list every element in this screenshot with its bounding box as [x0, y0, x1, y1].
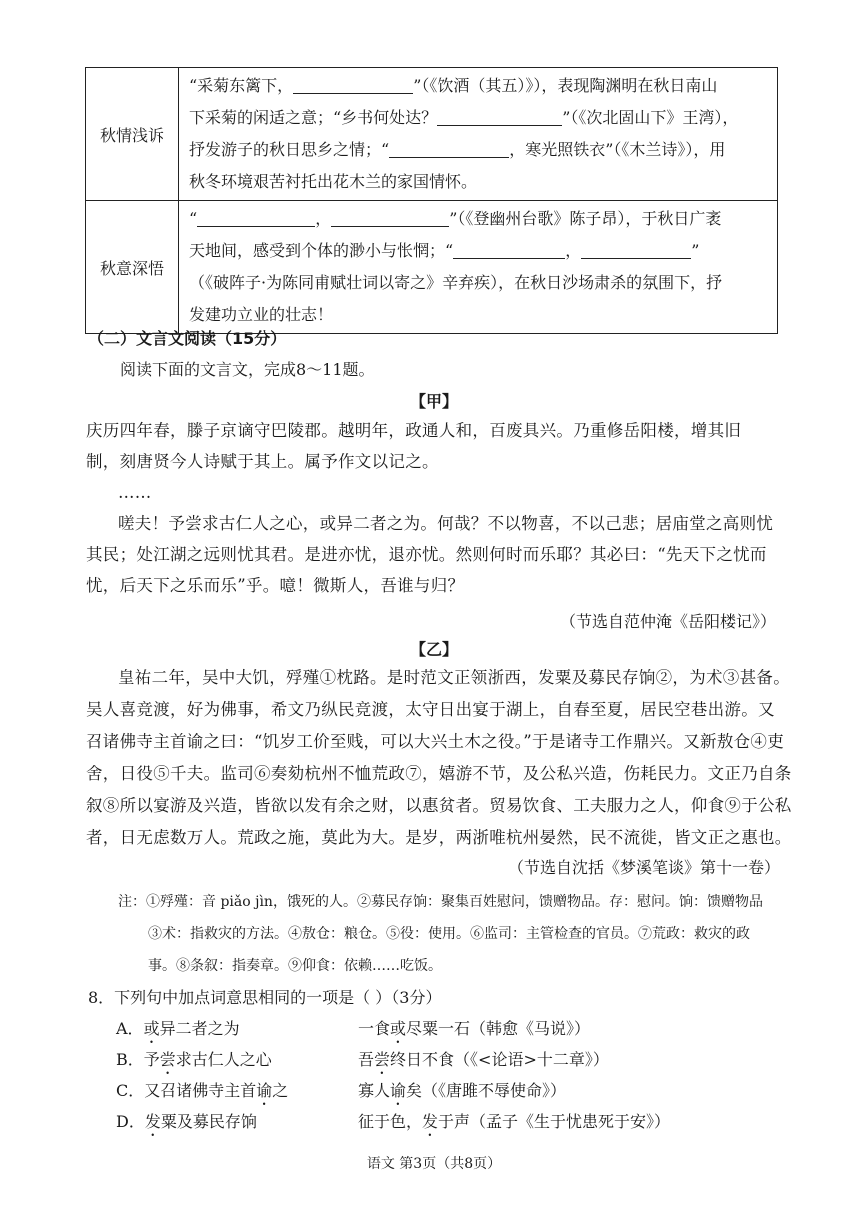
poetry-table — [85, 67, 778, 334]
text: “采菊东篱下， — [189, 76, 294, 95]
table-line — [189, 134, 769, 166]
option-label: B． — [116, 1050, 144, 1069]
row-content — [179, 68, 778, 201]
text: 下采菊的闲适之意；“乡书何处达？ — [189, 108, 438, 127]
passage-yi-line: 叙⑧所以宴游及兴造，皆欲以发有余之财，以惠贫者。贸易饮食、工夫服力之人，仰食⑨于公私 — [86, 796, 792, 815]
option-label: D． — [116, 1112, 145, 1131]
row-label: 秋情浅诉 — [86, 68, 179, 201]
text: 又召诸佛寺主首 — [144, 1081, 257, 1100]
text: 终日不食（《<论语>十二章》） — [390, 1050, 609, 1069]
text: ” — [691, 241, 700, 260]
passage-yi-line: 者，日无虑数万人。荒政之施，莫此为大。是岁，两浙唯杭州晏然，民不流徙，皆文正之惠也。 — [86, 828, 792, 847]
option-label: C． — [116, 1081, 145, 1100]
passage-jia-heading: 【甲】 — [409, 392, 458, 411]
passage-jia-line: …… — [118, 483, 152, 502]
table-line — [189, 166, 769, 198]
text: ， — [315, 209, 332, 228]
passage-yi-line: 舍，日役⑤千夫。监司⑥奏劾杭州不恤荒政⑦，嬉游不节，及公私兴造，伤耗民力。文正乃自条 — [86, 764, 792, 783]
text: 寡人 — [358, 1081, 391, 1100]
question-stem: 8．下列句中加点词意思相同的一项是（ ）（3分） — [88, 988, 442, 1007]
table-row — [86, 68, 778, 201]
dotted-word: 谕 — [256, 1081, 273, 1100]
option-c-compare — [358, 1078, 566, 1109]
passage-jia-line: 制，刻唐贤今人诗赋于其上。属予作文以记之。 — [86, 452, 439, 471]
dotted-word: 发 — [422, 1112, 439, 1131]
table-line — [189, 235, 769, 267]
text: 抒发游子的秋日思乡之情；“ — [189, 140, 390, 159]
text: 尽粟一石（韩愈《马说》） — [406, 1019, 591, 1038]
fill-blank[interactable] — [453, 240, 565, 259]
option-d[interactable] — [116, 1109, 257, 1140]
text: ”（《饮酒（其五）》），表现陶渊明在秋日南山 — [413, 76, 718, 95]
passage-yi-line: 吴人喜竞渡，好为佛事，希文乃纵民竞渡，太守日出宴于湖上，自春至夏，居民空巷出游。又 — [86, 700, 775, 719]
text: 矣（《唐雎不辱使命》） — [406, 1081, 567, 1100]
table-line — [189, 70, 769, 102]
row-label: 秋意深悟 — [86, 201, 179, 334]
passage-yi-line: 召诸佛寺主首谕之曰：“饥岁工价至贱，可以大兴土木之役。”于是诸寺工作鼎兴。又新敖仓④吏 — [86, 732, 785, 751]
option-b-compare — [358, 1047, 609, 1078]
dotted-word: 尝 — [159, 1050, 176, 1069]
text: ， — [565, 241, 582, 260]
section-title: （二）文言文阅读（15分） — [88, 329, 287, 348]
text: ”（《登幽州台歌》陈子昂），于秋日广袤 — [449, 209, 722, 228]
passage-jia-line: 嗟夫！予尝求古仁人之心，或异二者之为。何哉？不以物喜，不以己悲；居庙堂之高则忧 — [118, 514, 774, 533]
text: ”（《次北固山下》王湾）， — [562, 108, 739, 127]
passage-jia-source: （节选自范仲淹《岳阳楼记》） — [559, 612, 776, 631]
text: 于声（孟子《生于忧患死于安》） — [438, 1112, 671, 1131]
passage-jia-line: 忧，后天下之乐而乐”乎。噫！微斯人，吾谁与归？ — [86, 576, 465, 595]
fill-blank[interactable] — [389, 139, 509, 158]
dotted-word: 或 — [390, 1019, 407, 1038]
text: 发建功立业的壮志！ — [189, 305, 334, 324]
option-b[interactable] — [116, 1047, 272, 1078]
fill-blank[interactable] — [437, 107, 562, 126]
text: 予 — [143, 1050, 160, 1069]
dotted-word: 谕 — [390, 1081, 407, 1100]
dotted-word: 尝 — [374, 1050, 391, 1069]
option-a-compare — [358, 1016, 590, 1047]
fill-blank[interactable] — [331, 208, 449, 227]
row-content — [179, 201, 778, 334]
option-label: A． — [116, 1019, 144, 1038]
text: 一食 — [358, 1019, 391, 1038]
instruction: 阅读下面的文言文，完成8～11题。 — [120, 360, 375, 379]
text: 吾 — [358, 1050, 375, 1069]
dotted-word: 发 — [144, 1112, 161, 1131]
text: 粟及募民存饷 — [160, 1112, 257, 1131]
option-d-compare — [358, 1109, 670, 1140]
text: （《破阵子·为陈同甫赋壮词以寄之》辛弃疾），在秋日沙场肃杀的氛围下，抒 — [189, 273, 723, 292]
passage-jia-line: 其民；处江湖之远则忧其君。是进亦忧，退亦忧。然则何时而乐耶？其必曰：“先天下之忧而 — [86, 545, 767, 564]
fill-blank[interactable] — [293, 75, 413, 94]
passage-yi-line: 皇祐二年，吴中大饥，殍殣①枕路。是时范文正领浙西，发粟及募民存饷②，为术③甚备。 — [118, 668, 790, 687]
text: “ — [189, 209, 198, 228]
table-row — [86, 201, 778, 334]
text: ，寒光照铁衣”（《木兰诗》），用 — [509, 140, 726, 159]
page-footer: 语文 第3页（共8页） — [366, 1156, 502, 1172]
table-line — [189, 203, 769, 235]
text: 求古仁人之心 — [175, 1050, 272, 1069]
text: 天地间，感受到个体的渺小与怅惘；“ — [189, 241, 454, 260]
annotation-line: 事。⑧条叙：指奏章。⑨仰食：依赖……吃饭。 — [148, 958, 442, 974]
text: 之 — [272, 1081, 289, 1100]
text: 征于色， — [358, 1112, 423, 1131]
table-line — [189, 267, 769, 299]
annotation-line: 注：①殍殣：音 piǎo jìn，饿死的人。②募民存饷：聚集百姓慰问，馈赠物品。存：慰问。饷：馈赠物品 — [118, 894, 763, 910]
option-a[interactable] — [116, 1016, 240, 1047]
annotation-line: ③术：指救灾的方法。④敖仓：粮仓。⑤役：使用。⑥监司：主管检查的官员。⑦荒政：救灾的政 — [148, 926, 750, 942]
table-line — [189, 102, 769, 134]
passage-jia-line: 庆历四年春，滕子京谪守巴陵郡。越明年，政通人和，百废具兴。乃重修岳阳楼，增其旧 — [86, 421, 742, 440]
fill-blank[interactable] — [197, 208, 315, 227]
passage-yi-heading: 【乙】 — [409, 640, 458, 659]
fill-blank[interactable] — [581, 240, 691, 259]
text: 秋冬环境艰苦衬托出花木兰的家国情怀。 — [189, 172, 478, 191]
text: 异二者之为 — [159, 1019, 240, 1038]
passage-yi-source: （节选自沈括《梦溪笔谈》第十一卷） — [507, 858, 780, 877]
option-c[interactable] — [116, 1078, 288, 1109]
dotted-word: 或 — [143, 1019, 160, 1038]
